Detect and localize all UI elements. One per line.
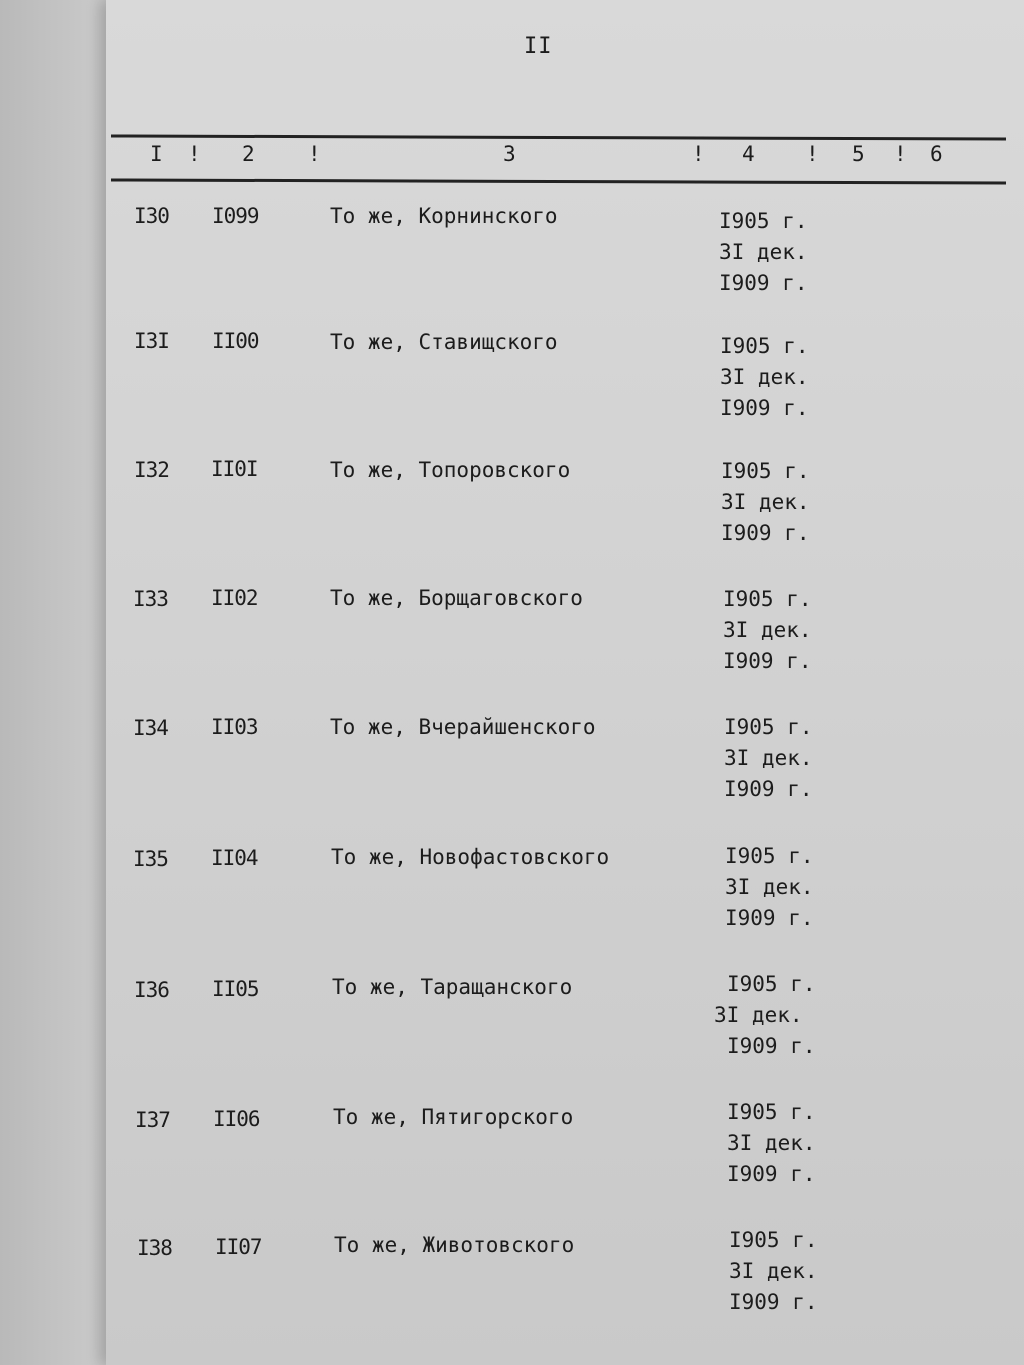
column-separator: ! [894, 142, 907, 166]
date-end-day: 3I дек. [720, 365, 809, 389]
row-title: То же, Животовского [334, 1233, 575, 1257]
row-number: I37 [135, 1108, 170, 1132]
row-dates [721, 456, 810, 549]
row-dates [714, 969, 816, 1062]
date-end-year: I909 г. [721, 521, 810, 545]
date-start: I905 г. [721, 459, 810, 483]
date-end-day: 3I дек. [721, 490, 810, 514]
column-header-3: 3 [503, 142, 516, 166]
row-inventory-number: II07 [215, 1235, 262, 1259]
row-dates [729, 1225, 818, 1318]
date-end-year: I909 г. [729, 1290, 818, 1314]
row-inventory-number: II04 [211, 846, 258, 870]
row-dates [720, 331, 809, 424]
row-number: I3I [134, 329, 169, 353]
row-inventory-number: II05 [212, 977, 259, 1001]
row-number: I34 [133, 716, 168, 740]
date-end-year: I909 г. [720, 396, 809, 420]
date-start: I905 г. [727, 1100, 816, 1124]
row-title: То же, Борщаговского [330, 586, 583, 610]
date-start: I905 г. [727, 972, 816, 996]
row-number: I38 [137, 1236, 172, 1260]
row-number: I33 [133, 587, 168, 611]
row-inventory-number: I099 [212, 204, 259, 228]
row-dates [719, 206, 808, 299]
date-end-year: I909 г. [727, 1162, 816, 1186]
row-inventory-number: II00 [212, 329, 259, 353]
column-header-4: 4 [742, 142, 755, 166]
row-title: То же, Ставищского [330, 330, 558, 354]
date-end-day: 3I дек. [723, 618, 812, 642]
column-header-2: 2 [242, 142, 255, 166]
row-dates [725, 841, 814, 934]
date-start: I905 г. [719, 209, 808, 233]
row-dates [723, 584, 812, 677]
column-separator: ! [692, 142, 705, 166]
column-separator: ! [188, 142, 201, 166]
date-end-year: I909 г. [727, 1034, 816, 1058]
row-inventory-number: II0I [211, 457, 258, 481]
column-header-5: 5 [852, 142, 865, 166]
row-inventory-number: II02 [211, 586, 258, 610]
date-start: I905 г. [725, 844, 814, 868]
date-start: I905 г. [724, 715, 813, 739]
row-number: I35 [133, 847, 168, 871]
date-end-day: 3I дек. [719, 240, 808, 264]
row-inventory-number: II06 [213, 1107, 260, 1131]
row-dates [724, 712, 813, 805]
date-end-year: I909 г. [724, 777, 813, 801]
column-header-6: 6 [930, 142, 943, 166]
row-number: I30 [134, 204, 169, 228]
date-end-year: I909 г. [725, 906, 814, 930]
column-separator: ! [806, 142, 819, 166]
row-title: То же, Корнинского [330, 204, 558, 228]
date-end-year: I909 г. [719, 271, 808, 295]
row-title: То же, Топоровского [330, 458, 571, 482]
date-start: I905 г. [729, 1228, 818, 1252]
date-start: I905 г. [723, 587, 812, 611]
column-header-1: I [150, 142, 163, 166]
date-end-year: I909 г. [723, 649, 812, 673]
row-title: То же, Новофастовского [331, 845, 610, 869]
row-title: То же, Таращанского [332, 975, 573, 999]
date-end-day: 3I дек. [724, 746, 813, 770]
page-number: II [524, 34, 553, 59]
row-title: То же, Пятигорского [333, 1105, 574, 1129]
row-number: I32 [134, 458, 169, 482]
column-separator: ! [308, 142, 321, 166]
row-dates [727, 1097, 816, 1190]
date-end-day: 3I дек. [729, 1259, 818, 1283]
row-number: I36 [134, 978, 169, 1002]
date-start: I905 г. [720, 334, 809, 358]
date-end-day: 3I дек. [727, 1131, 816, 1155]
date-end-day: 3I дек. [725, 875, 814, 899]
row-title: То же, Вчерайшенского [330, 715, 596, 739]
date-end-day: 3I дек. [714, 1003, 803, 1027]
row-inventory-number: II03 [211, 715, 258, 739]
